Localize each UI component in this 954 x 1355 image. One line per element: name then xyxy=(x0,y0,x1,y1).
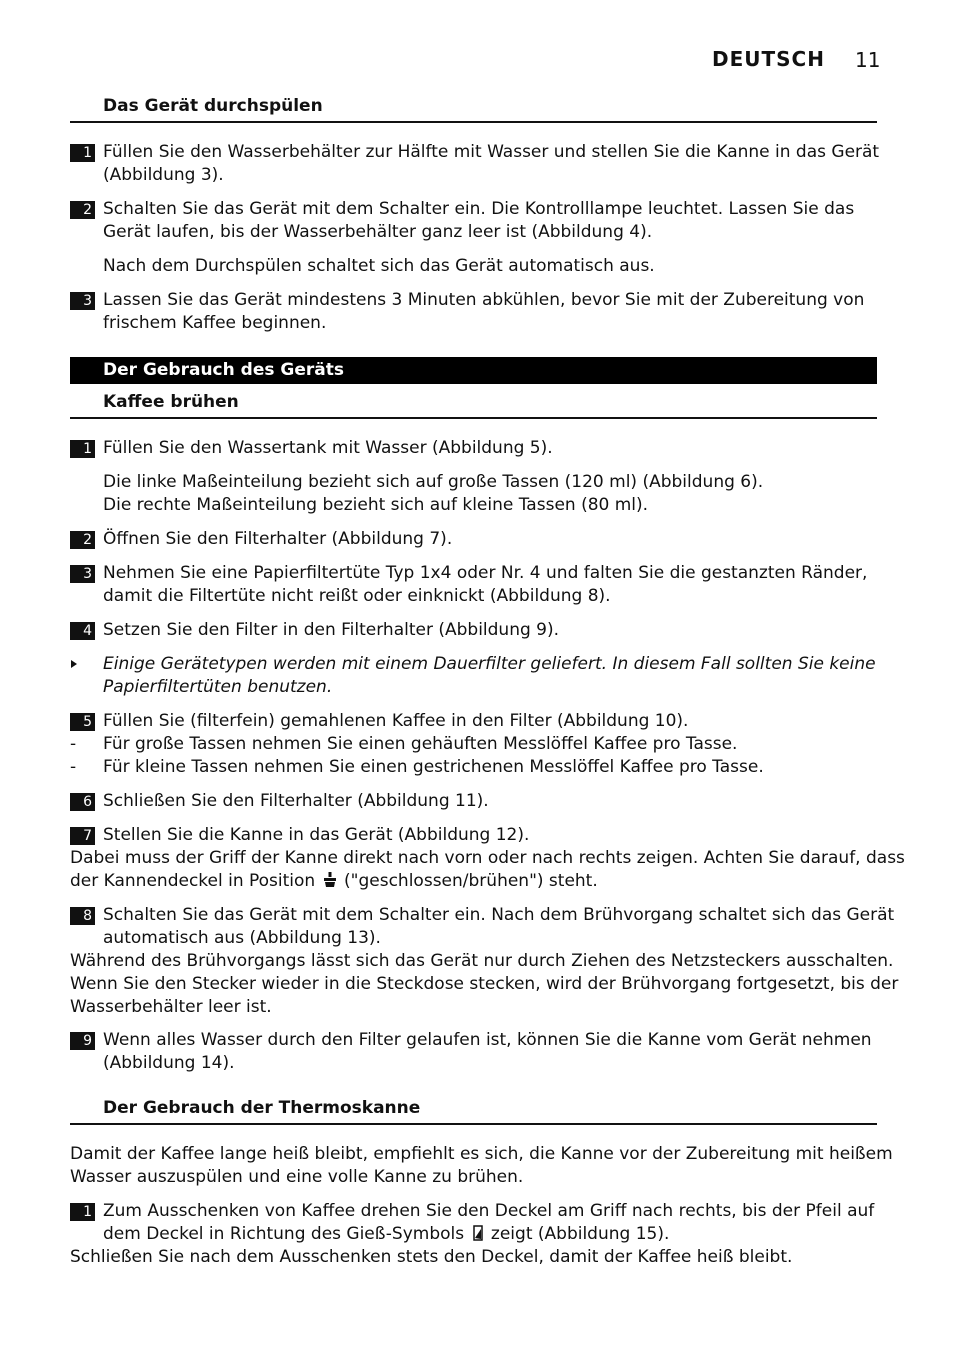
step-number: 3 xyxy=(70,292,95,310)
step-text xyxy=(103,1223,669,1248)
step-text: Nehmen Sie eine Papierfiltertüte Typ 1x4 oder Nr. 4 und falten Sie die gestanzten Ränder, xyxy=(103,563,868,583)
page-number: 11 xyxy=(855,48,881,72)
heading-rule xyxy=(70,121,877,123)
section-title-bar xyxy=(70,357,877,384)
step-number: 8 xyxy=(70,907,95,925)
step-text: Zum Ausschenken von Kaffee drehen Sie den Deckel am Griff nach rechts, bis der Pfeil auf xyxy=(103,1201,875,1221)
step-text: (Abbildung 3). xyxy=(103,165,224,185)
bullet-text: Für kleine Tassen nehmen Sie einen gestrichenen Messlöffel Kaffee pro Tasse. xyxy=(103,757,764,777)
step-number: 2 xyxy=(70,201,95,219)
step-text: Öffnen Sie den Filterhalter (Abbildung 7). xyxy=(103,529,453,549)
tip-text: Papierfiltertüten benutzen. xyxy=(103,677,333,697)
bullet-dash: - xyxy=(70,734,77,754)
language-header: DEUTSCH xyxy=(712,47,825,71)
step-text: automatisch aus (Abbildung 13). xyxy=(103,928,381,948)
step-text: Stellen Sie die Kanne in das Gerät (Abbildung 12). xyxy=(103,825,530,845)
step-number: 5 xyxy=(70,713,95,731)
section-heading-brew: Kaffee brühen xyxy=(103,392,239,412)
step-text: damit die Filtertüte nicht reißt oder einknickt (Abbildung 8). xyxy=(103,586,611,606)
section-heading-rinse: Das Gerät durchspülen xyxy=(103,96,323,116)
step-paragraph: Dabei muss der Griff der Kanne direkt nach vorn oder nach rechts zeigen. Achten Sie darauf, dass xyxy=(70,848,905,868)
step-note: Die linke Maßeinteilung bezieht sich auf große Tassen (120 ml) (Abbildung 6). xyxy=(103,472,764,492)
bullet-dash: - xyxy=(70,757,77,777)
step-note: Die rechte Maßeinteilung bezieht sich auf kleine Tassen (80 ml). xyxy=(103,495,649,515)
section-title: Der Gebrauch des Geräts xyxy=(103,360,344,380)
paragraph-text: der Kannendeckel in Position xyxy=(70,871,316,891)
bullet-text: Für große Tassen nehmen Sie einen gehäuften Messlöffel Kaffee pro Tasse. xyxy=(103,734,738,754)
step-number: 2 xyxy=(70,531,95,549)
step-note: Nach dem Durchspülen schaltet sich das Gerät automatisch aus. xyxy=(103,256,655,276)
step-text: Lassen Sie das Gerät mindestens 3 Minuten abkühlen, bevor Sie mit der Zubereitung von xyxy=(103,290,865,310)
step-paragraph: Wenn Sie den Stecker wieder in die Steckdose stecken, wird der Brühvorgang fortgesetzt, bis der xyxy=(70,974,899,994)
tip-text: Einige Gerätetypen werden mit einem Dauerfilter geliefert. In diesem Fall sollten Sie keine xyxy=(103,654,876,674)
step-paragraph: Während des Brühvorgangs lässt sich das Gerät nur durch Ziehen des Netzsteckers ausschalten. xyxy=(70,951,894,971)
step-text: frischem Kaffee beginnen. xyxy=(103,313,327,333)
step-number: 1 xyxy=(70,144,95,162)
step-text: Setzen Sie den Filter in den Filterhalter (Abbildung 9). xyxy=(103,620,560,640)
step-paragraph: Schließen Sie nach dem Ausschenken stets den Deckel, damit der Kaffee heiß bleibt. xyxy=(70,1247,793,1267)
step-number: 6 xyxy=(70,793,95,811)
step-text-part: zeigt (Abbildung 15). xyxy=(490,1224,670,1244)
intro-paragraph: Wasser auszuspülen und eine volle Kanne zu brühen. xyxy=(70,1167,524,1187)
step-text: Gerät laufen, bis der Wasserbehälter ganz leer ist (Abbildung 4). xyxy=(103,222,653,242)
step-text: Schließen Sie den Filterhalter (Abbildung 11). xyxy=(103,791,489,811)
step-text: Füllen Sie (filterfein) gemahlenen Kaffee in den Filter (Abbildung 10). xyxy=(103,711,689,731)
step-paragraph xyxy=(70,870,598,895)
tip-bullet-icon xyxy=(71,660,77,668)
step-text: Schalten Sie das Gerät mit dem Schalter ein. Die Kontrolllampe leuchtet. Lassen Sie das xyxy=(103,199,855,219)
lid-closed-brew-icon xyxy=(323,872,337,895)
step-text: Schalten Sie das Gerät mit dem Schalter ein. Nach dem Brühvorgang schaltet sich das Gerät xyxy=(103,905,895,925)
step-number: 3 xyxy=(70,565,95,583)
heading-rule xyxy=(70,1123,877,1125)
step-number: 4 xyxy=(70,622,95,640)
intro-paragraph: Damit der Kaffee lange heiß bleibt, empfiehlt es sich, die Kanne vor der Zubereitung mit heißem xyxy=(70,1144,893,1164)
step-number: 9 xyxy=(70,1032,95,1050)
step-text-part: dem Deckel in Richtung des Gieß-Symbols xyxy=(103,1224,465,1244)
step-text: Wenn alles Wasser durch den Filter gelaufen ist, können Sie die Kanne vom Gerät nehmen xyxy=(103,1030,872,1050)
paragraph-text: ("geschlossen/brühen") steht. xyxy=(344,871,598,891)
heading-rule xyxy=(70,417,877,419)
pour-icon xyxy=(472,1225,484,1248)
step-number: 1 xyxy=(70,1203,95,1221)
step-paragraph: Wasserbehälter leer ist. xyxy=(70,997,272,1017)
step-text: (Abbildung 14). xyxy=(103,1053,235,1073)
step-text: Füllen Sie den Wasserbehälter zur Hälfte mit Wasser und stellen Sie die Kanne in das Gerät xyxy=(103,142,880,162)
step-number: 7 xyxy=(70,827,95,845)
section-heading-thermos: Der Gebrauch der Thermoskanne xyxy=(103,1098,421,1118)
step-text: Füllen Sie den Wassertank mit Wasser (Abbildung 5). xyxy=(103,438,553,458)
step-number: 1 xyxy=(70,440,95,458)
